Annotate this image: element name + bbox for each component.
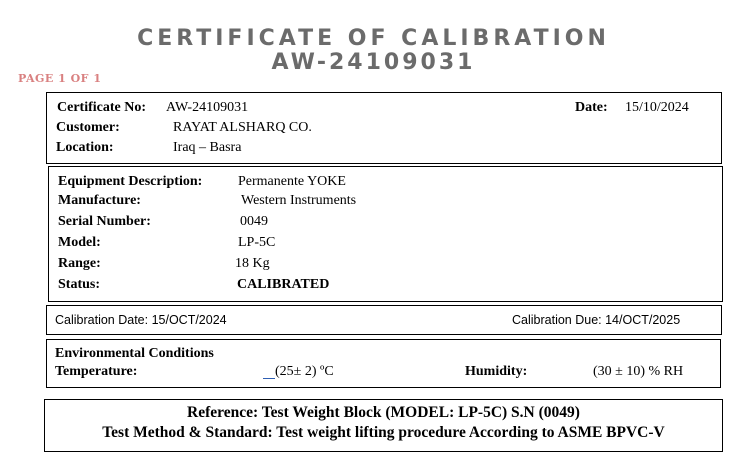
range-value: 18 Kg (235, 256, 270, 271)
location-label: Location: (56, 140, 114, 155)
equipment-description-value: Permanente YOKE (238, 174, 346, 189)
test-method-line: Test Method & Standard: Test weight lifting procedure According to ASME BPVC-V (102, 424, 665, 441)
manufacture-value: Western Instruments (241, 193, 357, 208)
date-label: Date: (575, 100, 608, 115)
certificate-title: CERTIFICATE OF CALIBRATION (137, 26, 610, 51)
temperature-value: (25± 2) ºC (275, 364, 334, 379)
humidity-value: (30 ± 10) % RH (593, 364, 684, 379)
temperature-label: Temperature: (55, 364, 138, 379)
page-indicator: PAGE 1 OF 1 (18, 72, 102, 85)
date-value: 15/10/2024 (625, 100, 689, 115)
customer-value: RAYAT ALSHARQ CO. (173, 120, 312, 135)
equipment-box (48, 166, 723, 302)
manufacture-label: Manufacture: (58, 193, 141, 208)
calibration-due: Calibration Due: 14/OCT/2025 (512, 313, 681, 327)
model-label: Model: (58, 235, 101, 250)
underline-mark (263, 378, 275, 379)
model-value: LP-5C (238, 235, 276, 250)
location-value: Iraq – Basra (173, 140, 242, 155)
status-label: Status: (58, 277, 101, 292)
humidity-label: Humidity: (465, 364, 528, 379)
equipment-description-label: Equipment Description: (58, 174, 203, 189)
serial-number-value: 0049 (240, 214, 268, 229)
reference-line: Reference: Test Weight Block (MODEL: LP-5C) S.N (0049) (187, 404, 580, 421)
serial-number-label: Serial Number: (58, 214, 151, 229)
calibration-dates-box (46, 305, 722, 335)
reference-box (44, 399, 723, 452)
environment-box (46, 339, 721, 388)
environment-heading: Environmental Conditions (55, 346, 214, 361)
cert-no-value: AW-24109031 (166, 100, 249, 115)
customer-label: Customer: (56, 120, 120, 135)
cert-no-label: Certificate No: (57, 100, 147, 115)
calibration-date: Calibration Date: 15/OCT/2024 (55, 313, 227, 327)
status-value: CALIBRATED (237, 277, 330, 292)
range-label: Range: (58, 256, 101, 271)
certificate-code: AW-24109031 (271, 50, 476, 75)
certificate-info-box (46, 92, 722, 164)
